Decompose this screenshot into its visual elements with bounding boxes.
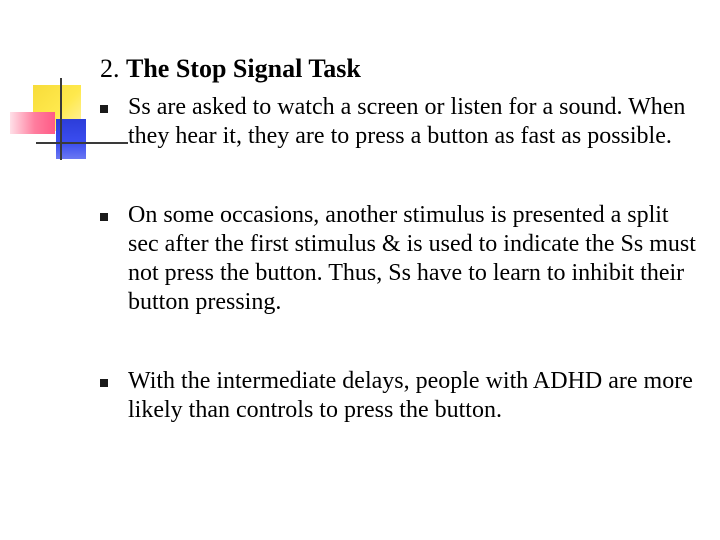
bullet-text: On some occasions, another stimulus is presented a split sec after the first stimulus & is used to indicate the Ss must not press the button. Thus, Ss have to learn to inhibit their button pressing. [128, 202, 696, 315]
slide-title-number: 2. [100, 54, 120, 83]
slide-title-text: The Stop Signal Task [126, 54, 361, 83]
square-bullet-icon [100, 105, 108, 113]
bullet-item [100, 201, 705, 317]
bullet-text: Ss are asked to watch a screen or listen for a sound. When they hear it, they are to press a button as fast as possible. [128, 94, 686, 149]
bullet-item [100, 93, 705, 151]
square-bullet-icon [100, 213, 108, 221]
slide-title [100, 53, 361, 85]
bullet-list [100, 93, 705, 425]
square-bullet-icon [100, 379, 108, 387]
decor-vertical-line [60, 78, 62, 160]
bullet-text: With the intermediate delays, people with ADHD are more likely than controls to press the button. [128, 368, 693, 423]
bullet-item [100, 367, 705, 425]
decor-red-bar [10, 112, 55, 134]
